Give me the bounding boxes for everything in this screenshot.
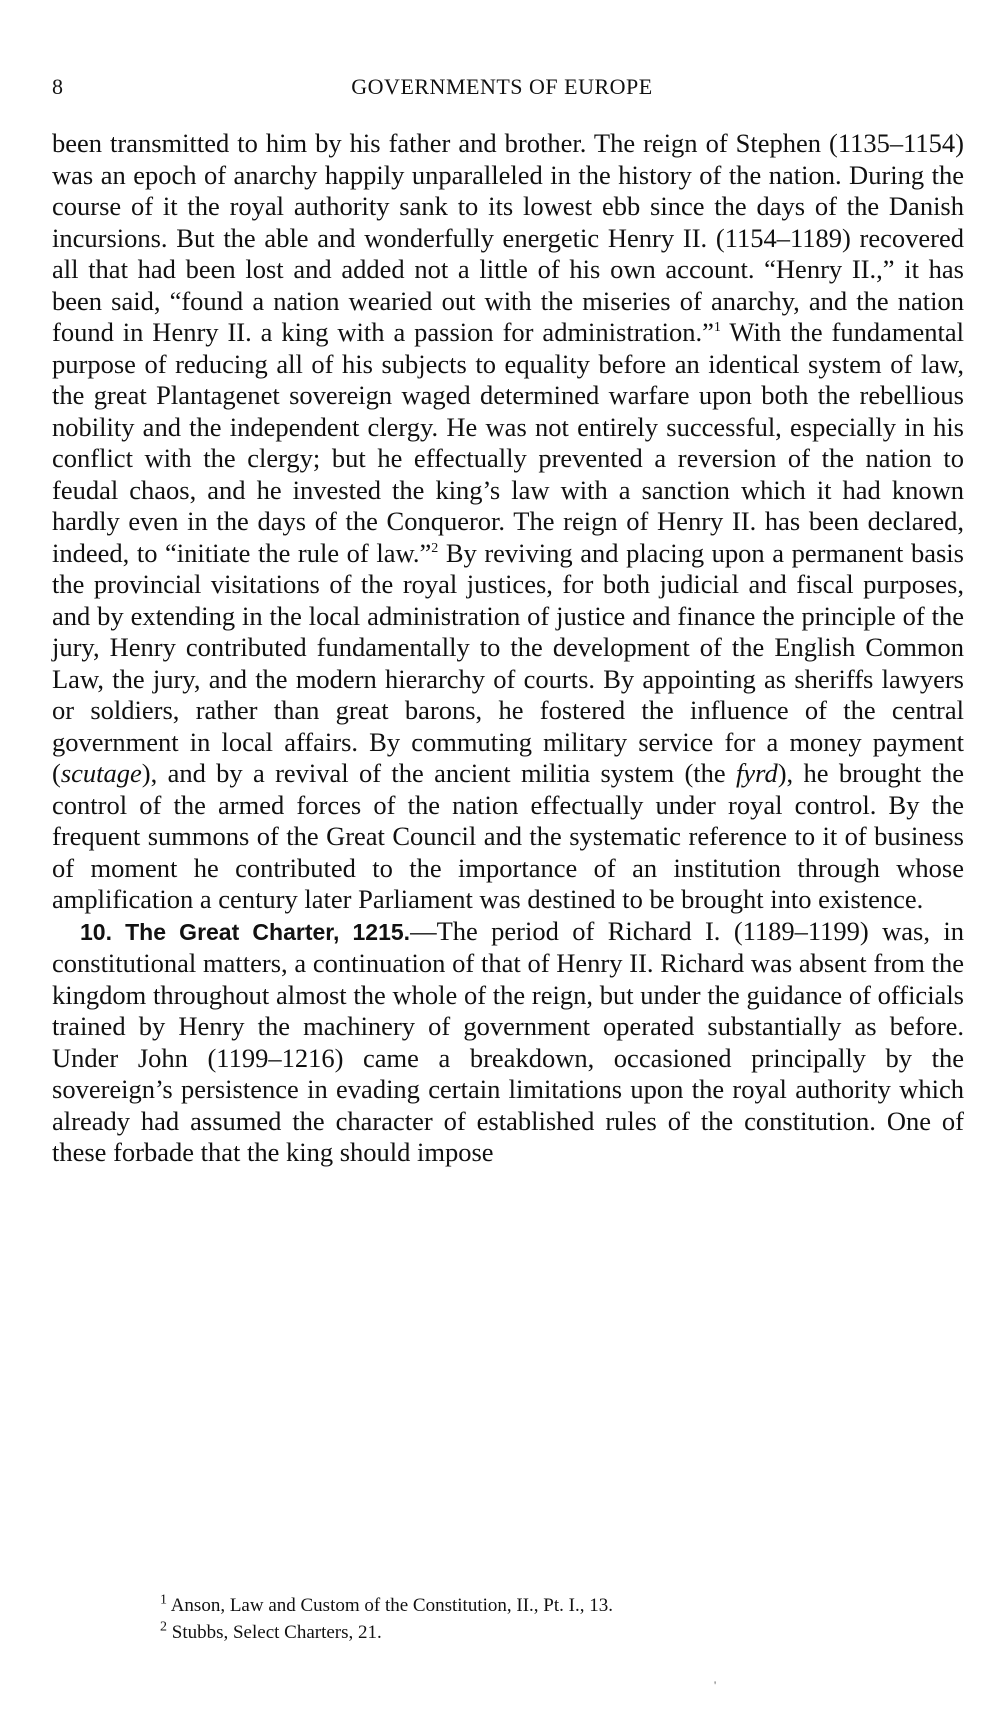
footnote-text: Stubbs, Select Charters, 21. — [171, 1622, 382, 1643]
paragraph-text: With the fundamental purpose of reducing all of his subjects to equality before an identical system of law, the great Plantagenet sovereign waged determined warfare upon both the rebellious nobility and the independent clergy. He was not entirely successful, especially in his conflict with the clergy; but he effectually prevented a reversion of the nation to feudal chaos, and he invested the king’s law with a sanction which it had known hardly even in the days of the Conqueror. The reign of Henry II. has been declared, indeed, to “initiate the rule of law.” — [52, 317, 964, 568]
footnote-2 — [160, 1619, 920, 1646]
footnotes — [160, 1592, 920, 1646]
footnote-marker: 1 — [160, 1592, 167, 1608]
running-title: GOVERNMENTS OF EUROPE — [351, 74, 653, 99]
paragraph-text: ), he brought the control of the armed forces of the nation effectually under royal control. By the frequent summons of the Great Council and the systematic reference to it of business of moment he contributed to the importance of an institution through whose amplification a century later Parliament was destined to be brought into existence. — [52, 758, 964, 914]
footnote-ref-1: 1 — [713, 320, 721, 336]
paragraph-text: —The period of Richard I. (1189–1199) was, in constitutional matters, a continuation of that of Henry II. Richard was absent from the kingdom throughout almost the whole of the reign, but under the guidance of officials trained by Henry the machinery of government operated substantially as before. Under John (1199–1216) came a breakdown, occasioned principally by the sovereign’s persistence in evading certain limitations upon the royal authority which already had assumed the character of established rules of the constitution. One of these forbade that the king should impose — [52, 915, 964, 1167]
footnote-ref-2: 2 — [431, 540, 439, 556]
paragraph-great-charter — [52, 916, 964, 1169]
italic-term-scutage: scutage — [60, 758, 142, 788]
footnote-1 — [160, 1592, 920, 1619]
page-number: 8 — [52, 74, 64, 99]
footnote-marker: 2 — [160, 1619, 167, 1635]
paragraph-text: ), and by a revival of the ancient militia system (the — [141, 758, 736, 788]
paragraph-text: been transmitted to him by his father and brother. The reign of Stephen (1135–1154) was an epoch of anarchy happily unparalleled in the history of the nation. During the course of it the royal authority sank to its lowest ebb since the days of the Danish incursions. But the able and wonderfully energetic Henry II. (1154–1189) recovered all that had been lost and added not a little of his own account. “Henry II.,” it has been said, “found a nation wearied out with the miseries of anarchy, and the nation found in Henry II. a king with a passion for administration.” — [52, 128, 964, 347]
paragraph-text: By reviving and placing upon a permanent basis the provincial visitations of the royal justices, for both judicial and fiscal purposes, and by extending in the local administration of justice and finance the principle of the jury, Henry contributed fundamentally to the development of the English Common Law, the jury, and the modern hierarchy of courts. By appointing as sheriffs lawyers or soldiers, rather than great barons, he fostered the influence of the central government in local affairs. By commuting military service for a money payment ( — [52, 537, 964, 788]
italic-term-fyrd: fyrd — [735, 758, 778, 788]
footnote-text: Anson, Law and Custom of the Constitution, II., Pt. I., 13. — [170, 1595, 613, 1616]
body-text — [52, 128, 964, 1169]
page-header — [52, 74, 952, 108]
section-heading: 10. The Great Charter, 1215. — [80, 918, 411, 945]
stray-mark: ' — [714, 1678, 717, 1692]
paragraph-henry-ii — [52, 128, 964, 916]
